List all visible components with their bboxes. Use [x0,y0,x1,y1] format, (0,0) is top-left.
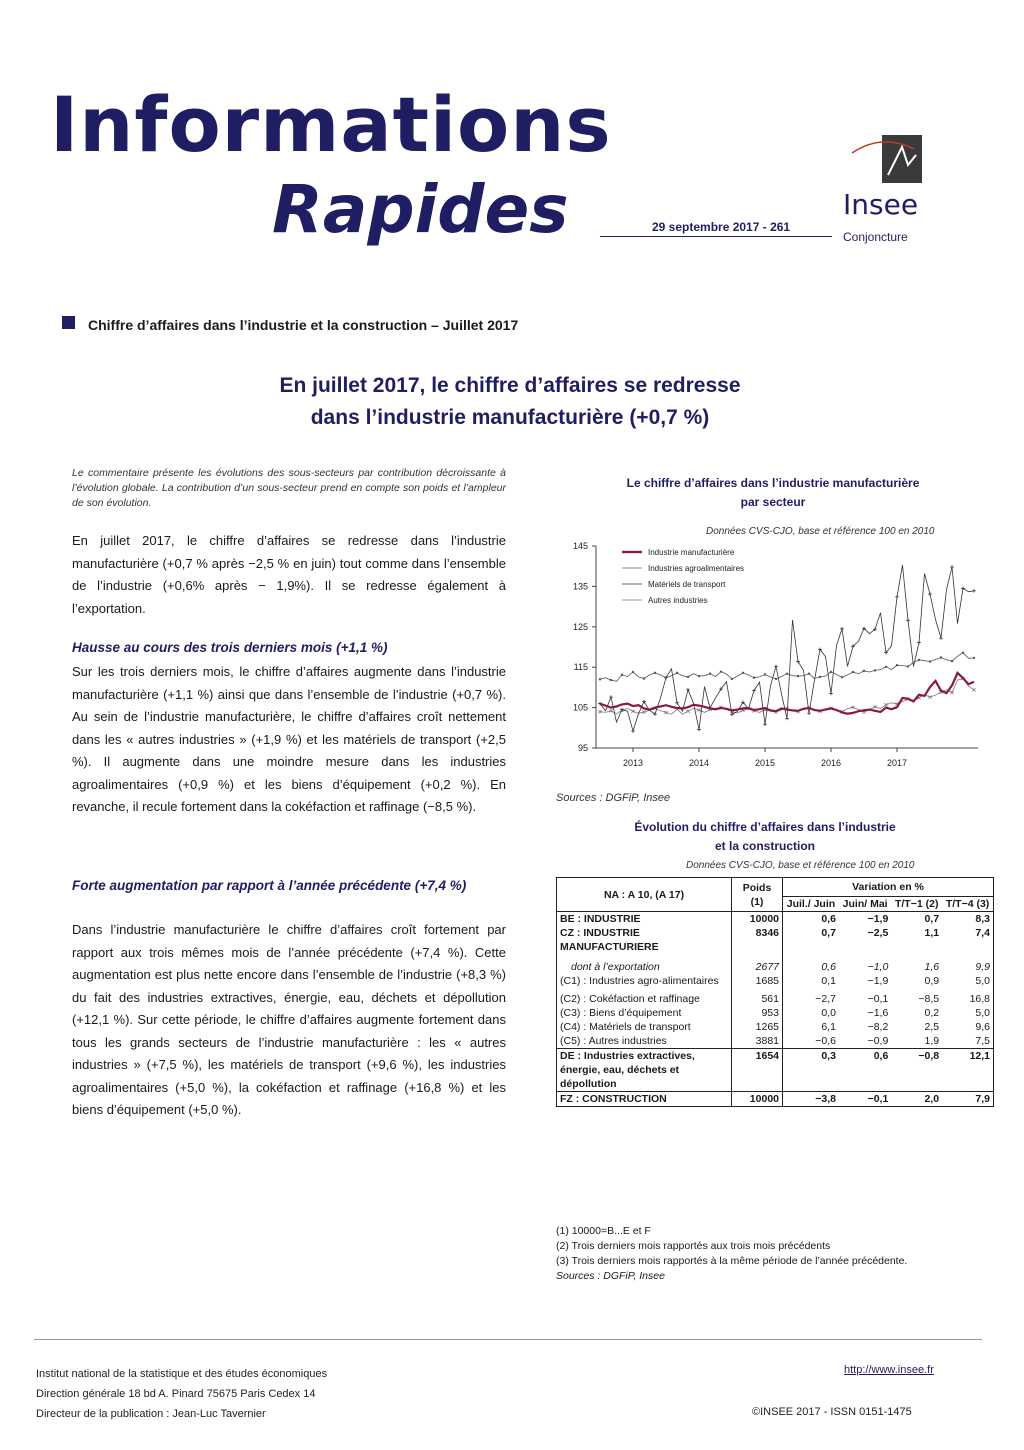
table-cell-weight: 1654 [732,1049,783,1092]
data-point [829,692,833,696]
data-point [609,695,613,699]
footer-rule [34,1339,982,1340]
table-head-col: Juin/ Mai [839,897,891,912]
x-tick-label: 2015 [754,758,776,768]
table-cell-value: 0,3 [783,1049,839,1092]
footer-line: Institut national de la statistique et des études économiques [36,1368,328,1380]
chart-title [578,474,968,512]
footer-copyright: ©INSEE 2017 - ISSN 0151-1475 [752,1406,912,1418]
series-line [600,673,974,714]
table-cell-value: 0,7 [924,913,940,925]
table-cell-value: 1,1 [924,927,940,939]
table-cell-label: (C4) : Matériels de transport [560,1021,691,1033]
table-cell-value: 0,6 [873,1050,889,1062]
data-point [774,665,778,669]
footer-line: Direction générale 18 bd A. Pinard 75675 Paris Cedex 14 [36,1388,316,1400]
table-cell-value: 9,6 [975,1021,990,1033]
x-tick-label: 2016 [820,758,842,768]
chart-note: Données CVS-CJO, base et référence 100 en 2010 [706,526,935,537]
table-cell-value: −2,5 [867,927,889,939]
table-cell-value: −0,1 [867,1093,889,1105]
legend-label: Industrie manufacturière [648,548,735,557]
table-cell-label: (C2) : Cokéfaction et raffinage [560,993,700,1005]
table-note: Données CVS-CJO, base et référence 100 en 2010 [686,860,915,871]
table-row [557,1092,994,1107]
table-head-sector: NA : A 10, (A 17) [603,888,685,901]
table-row [557,954,994,974]
data-point [665,677,667,679]
table-row [557,926,994,954]
data-point [643,677,645,679]
table-cell-value: 0,1 [783,974,839,988]
table-row [557,1006,994,1020]
issue-date: 29 septembre 2017 - 261 [652,220,791,234]
data-point [621,674,623,676]
table-cell-value: 2,0 [924,1093,940,1105]
table-cell-label: (C5) : Autres industries [560,1035,667,1047]
table-cell-value: −8,5 [918,993,940,1005]
y-tick-label: 135 [572,581,588,592]
data-point [973,657,975,659]
table-cell-label: (C3) : Biens d’équipement [560,1007,682,1019]
masthead-title: Informations [50,80,612,169]
table-row [557,1034,994,1049]
legend-label: Matériels de transport [648,580,726,589]
table-cell-value: 8,3 [975,913,990,925]
x-tick-label: 2017 [886,758,908,768]
data-point [686,688,690,692]
logo-subtitle: Conjoncture [843,230,908,244]
table-head-col: T/T−1 (2) [891,897,942,912]
data-point [885,666,887,668]
table-cell-weight: 3881 [732,1034,783,1049]
table-row [557,974,994,988]
table-cell-value: 5,0 [975,975,990,987]
x-tick-label: 2013 [622,758,644,768]
data-point [929,660,931,662]
data-point [610,679,612,681]
table-head-weight: Poids (1) [732,878,783,912]
chart-title-line2: par secteur [740,495,806,509]
masthead-subtitle: Rapides [272,171,569,248]
table-cell-value: 6,1 [783,1020,839,1034]
data-point [720,670,722,672]
paragraph-2: Sur les trois derniers mois, le chiffre d’affaires augmente dans l’industrie manufacturière (+1,1 %) ainsi que dans l’ensemble de l’industrie (+0,7 %). Au sein de l’industrie manufacturière, le chiffre d’affaires croît nettement dans les « autres industries » (+1,9 %) et les matériels de transport (+2,5 %). Il augmente dans une moindre mesure dans les industries agroalimentaires (+0,9 %) et les biens d’équipement (+0,2 %). En revanche, il recule fortement dans la cokéfaction et raffinage (−8,5 %). [72,664,506,814]
y-tick-label: 145 [572,541,588,551]
data-point [797,675,799,677]
table-cell-value: 7,5 [975,1035,990,1047]
data-point [697,728,701,732]
table-cell-value: −1,6 [867,1007,889,1019]
table-footnote: (3) Trois derniers mois rapportés à la même période de l’année précédente. [556,1255,908,1267]
data-point [852,671,854,673]
table-cell-value: −1,9 [867,913,889,925]
table-cell-value: 0,6 [783,954,839,974]
data-point [895,595,899,599]
table-cell-weight: 8346 [732,926,783,954]
table-cell-label: DE : Industries extractives, énergie, eau, déchets et dépollution [560,1050,695,1090]
table-cell-value: 1,9 [924,1035,940,1047]
table-head-col: Juil./ Juin [783,897,839,912]
data-point [709,672,711,674]
table-cell-value: −0,9 [867,1035,889,1047]
footer-info [36,1364,327,1424]
data-table [556,877,994,1107]
table-row [557,912,994,927]
table-head-variation: Variation en % [783,878,994,897]
table-cell-value: 16,8 [969,993,990,1005]
section-bullet-icon [62,316,75,329]
chart-sources: Sources : DGFiP, Insee [556,792,671,804]
data-point [939,636,943,640]
table-sources: Sources : DGFiP, Insee [556,1270,665,1282]
table-cell-value: 2,5 [924,1021,940,1033]
data-point [742,672,744,674]
y-tick-label: 125 [572,621,588,632]
data-point [928,592,932,596]
data-point [632,671,634,673]
series-line [600,653,974,682]
series-line [600,565,974,731]
chart-title-line1: Le chiffre d’affaires dans l’industrie manufacturière [626,476,920,490]
table-title [560,818,970,856]
data-point [786,672,788,674]
table-cell-value: 5,0 [975,1007,990,1019]
data-point [731,678,733,680]
table-row [557,1020,994,1034]
table-footnotes [556,1224,988,1284]
table-cell-value: 0,0 [783,1006,839,1020]
data-point [874,669,876,671]
table-cell-value: 0,7 [783,926,839,954]
data-point [775,678,777,680]
footer-line: Directeur de la publication : Jean-Luc Tavernier [36,1408,266,1420]
table-cell-label: BE : INDUSTRIE [560,913,641,925]
data-point [896,664,898,666]
table-row [557,988,994,1006]
footer-link[interactable]: http://www.insee.fr [844,1364,934,1376]
legend-label: Autres industries [648,596,708,605]
table-cell-value: −1,9 [867,975,889,987]
table-cell-label: CZ : INDUSTRIE MANUFACTURIERE [560,927,659,953]
subheading-1: Hausse au cours des trois derniers mois (+1,1 %) [72,640,388,655]
data-point [841,676,843,678]
table-cell-weight: 561 [732,988,783,1006]
data-point [951,660,953,662]
table-cell-weight: 10000 [732,912,783,927]
table-cell-value: 12,1 [969,1050,990,1062]
table-cell-value: 9,9 [975,961,990,973]
headline-line1: En juillet 2017, le chiffre d’affaires se redresse [279,374,741,397]
data-point [950,691,953,694]
y-tick-label: 105 [572,702,588,713]
table-cell-value: 0,2 [924,1007,940,1019]
table-cell-label: dont à l’exportation [571,961,660,973]
section-heading: Chiffre d’affaires dans l’industrie et la construction – Juillet 2017 [88,317,519,333]
data-point [906,619,910,623]
data-point [764,673,766,675]
data-point [962,651,964,653]
table-cell-value: −2,7 [783,988,839,1006]
paragraph-1: En juillet 2017, le chiffre d’affaires se redresse dans l’industrie manufacturière (+0,7 % après −2,5 % en juin) tout comme dans l’ensemble de l’industrie (+0,6% après − 1,9%). Il se redresse également à l’exportation. [72,533,506,616]
table-title-line2: et la construction [714,839,815,853]
data-point [753,677,755,679]
data-point [917,641,921,645]
data-point [654,672,656,674]
data-point [863,670,865,672]
table-cell-value: −0,8 [918,1050,940,1062]
table-cell-weight: 1685 [732,974,783,988]
data-point [961,587,965,591]
data-point [907,665,909,667]
table-cell-value: 1,6 [924,961,940,973]
subheading-2: Forte augmentation par rapport à l’année précédente (+7,4 %) [72,878,467,893]
line-chart [556,536,986,776]
intro-note: Le commentaire présente les évolutions des sous-secteurs par contribution décroissante à l’évolution globale. La contribution d’un sous-secteur prend en compte son poids et l’ampleur de son évolution. [72,467,506,509]
data-point [687,676,689,678]
table-footnote: (1) 10000=B...E et F [556,1225,651,1237]
table-body [557,912,994,1107]
headline-line2: dans l’industrie manufacturière (+0,7 %) [310,406,710,429]
table-cell-value: 0,9 [924,975,940,987]
table-cell-value: −8,2 [867,1021,889,1033]
data-point [808,672,810,674]
table-cell-weight: 1265 [732,1020,783,1034]
headline [150,370,870,434]
table-cell-value: −1,0 [867,961,889,973]
data-point [686,710,689,713]
table-cell-weight: 10000 [732,1092,783,1107]
logo-name: Insee [843,188,919,221]
table-cell-weight: 953 [732,1006,783,1020]
y-tick-label: 115 [573,662,588,673]
data-point [972,589,976,593]
table-cell-value: −3,8 [783,1092,839,1107]
data-point [840,627,844,631]
x-tick-label: 2014 [688,758,710,768]
table-cell-label: (C1) : Industries agro-alimentaires [560,975,719,987]
table-footnote: (2) Trois derniers mois rapportés aux trois mois précédents [556,1240,831,1252]
data-point [698,675,700,677]
paragraph-3: Dans l’industrie manufacturière le chiffre d’affaires croît fortement par rapport aux trois mêmes mois de l’année précédente (+7,4 %). Cette augmentation est plus nette encore dans l’ensemble de l’industrie (+8,3 %) du fait des industries extractives, énergie, eau, déchets et dépollution (+12,1 %). Sur cette période, le chiffre d’affaires augmente fortement dans tous les grands secteurs de l’industrie manufacturière : les « autres industries » (+7,5 %), les matériels de transport (+9,6 %), les industries agroalimentaires (+5,0 %), la cokéfaction et raffinage (+16,8 %) et les biens d’équipement (+5,0 %). [72,922,506,1117]
table-cell-value: 0,6 [783,912,839,927]
data-point [819,676,821,678]
y-tick-label: 95 [577,743,588,753]
data-point [830,671,832,673]
table-head-col: T/T−4 (3) [942,897,993,912]
table-cell-value: −0,1 [867,993,889,1005]
data-point [631,729,635,733]
table-title-line1: Évolution du chiffre d’affaires dans l’industrie [634,820,896,834]
table-cell-label: FZ : CONSTRUCTION [560,1093,667,1105]
data-point [972,688,975,691]
masthead-rule [600,236,832,237]
table-cell-value: 7,9 [975,1093,990,1105]
data-point [599,678,601,680]
data-point [676,672,678,674]
table-cell-weight: 2677 [732,954,783,974]
data-point [918,659,920,661]
table-cell-value: 7,4 [975,927,990,939]
data-point [763,722,767,726]
table-row [557,1049,994,1092]
legend-label: Industries agroalimentaires [648,564,745,573]
data-point [950,565,954,569]
data-point [940,656,942,658]
data-point [807,711,811,715]
data-point [785,717,789,721]
table-cell-value: −0,6 [783,1034,839,1049]
